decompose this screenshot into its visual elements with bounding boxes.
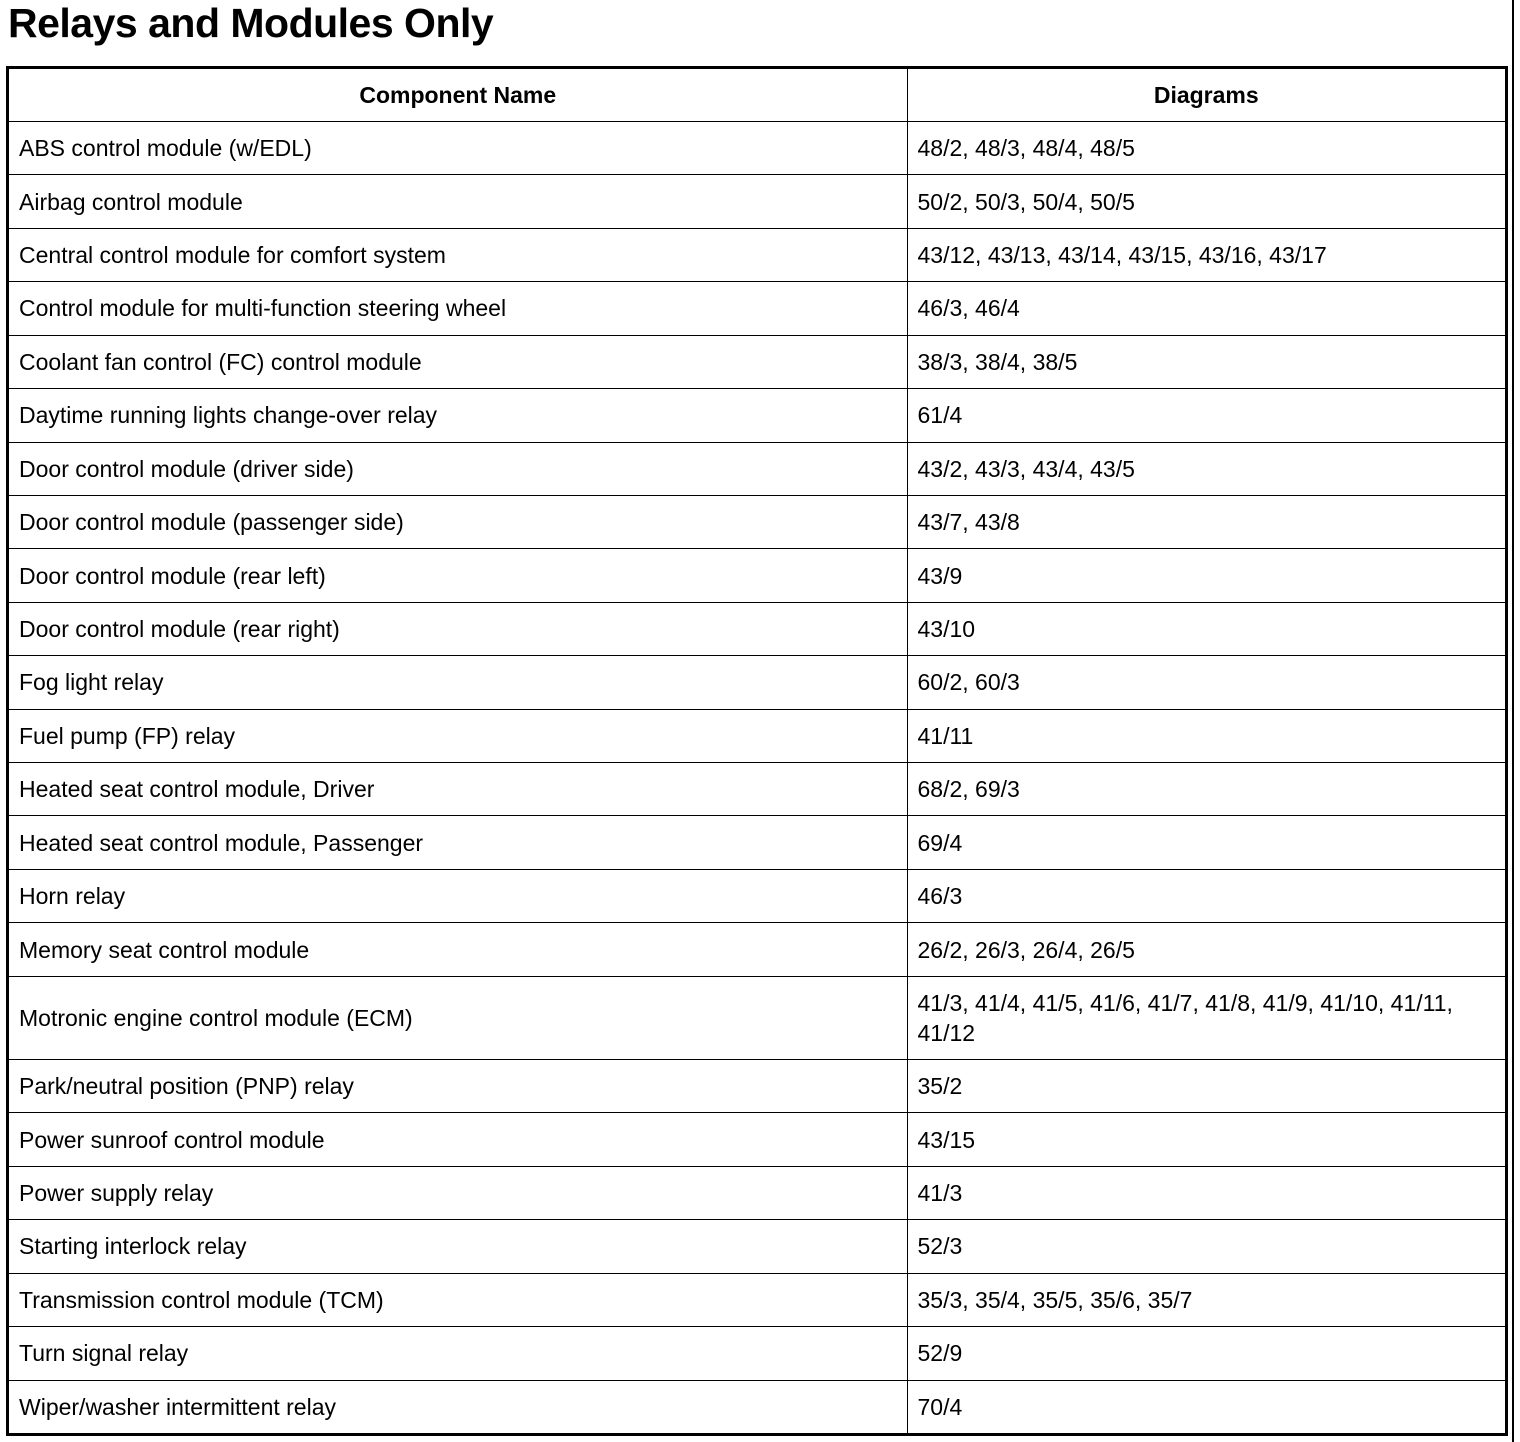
diagrams-cell: 69/4 (907, 816, 1505, 869)
diagrams-cell: 60/2, 60/3 (907, 656, 1505, 709)
diagrams-cell: 43/15 (907, 1113, 1505, 1166)
diagrams-cell: 35/3, 35/4, 35/5, 35/6, 35/7 (907, 1273, 1505, 1326)
table-row (9, 335, 1505, 388)
component-name-cell: ABS control module (w/EDL) (9, 122, 907, 175)
component-name-cell: Transmission control module (TCM) (9, 1273, 907, 1326)
diagrams-cell: 48/2, 48/3, 48/4, 48/5 (907, 122, 1505, 175)
table-row (9, 282, 1505, 335)
table-row (9, 602, 1505, 655)
diagrams-cell: 43/2, 43/3, 43/4, 43/5 (907, 442, 1505, 495)
component-name-cell: Door control module (rear right) (9, 602, 907, 655)
diagrams-cell: 70/4 (907, 1380, 1505, 1433)
diagrams-cell: 61/4 (907, 389, 1505, 442)
table-row (9, 976, 1505, 1059)
component-name-cell: Door control module (passenger side) (9, 495, 907, 548)
table-row (9, 1059, 1505, 1112)
table-row (9, 1166, 1505, 1219)
component-name-cell: Central control module for comfort system (9, 228, 907, 281)
component-name-cell: Heated seat control module, Driver (9, 763, 907, 816)
diagrams-cell: 43/10 (907, 602, 1505, 655)
component-name-cell: Control module for multi-function steering wheel (9, 282, 907, 335)
diagrams-cell: 52/3 (907, 1220, 1505, 1273)
diagrams-cell: 52/9 (907, 1327, 1505, 1380)
component-name-cell: Park/neutral position (PNP) relay (9, 1059, 907, 1112)
component-name-cell: Horn relay (9, 869, 907, 922)
component-name-cell: Fuel pump (FP) relay (9, 709, 907, 762)
component-name-cell: Starting interlock relay (9, 1220, 907, 1273)
page-edge-rule (1512, 0, 1514, 1442)
table-row (9, 1273, 1505, 1326)
table-row (9, 549, 1505, 602)
diagrams-cell: 41/3 (907, 1166, 1505, 1219)
component-name-cell: Heated seat control module, Passenger (9, 816, 907, 869)
component-name-cell: Airbag control module (9, 175, 907, 228)
table-row (9, 175, 1505, 228)
component-name-cell: Door control module (driver side) (9, 442, 907, 495)
table-row (9, 923, 1505, 976)
table-row (9, 495, 1505, 548)
component-name-cell: Power supply relay (9, 1166, 907, 1219)
table-row (9, 1220, 1505, 1273)
diagrams-cell: 43/7, 43/8 (907, 495, 1505, 548)
table-row (9, 442, 1505, 495)
table-row (9, 389, 1505, 442)
diagrams-cell: 26/2, 26/3, 26/4, 26/5 (907, 923, 1505, 976)
diagrams-cell: 35/2 (907, 1059, 1505, 1112)
column-header-diagrams: Diagrams (907, 69, 1505, 122)
diagrams-cell: 38/3, 38/4, 38/5 (907, 335, 1505, 388)
diagrams-cell: 68/2, 69/3 (907, 763, 1505, 816)
column-header-component-name: Component Name (9, 69, 907, 122)
table-row (9, 656, 1505, 709)
component-name-cell: Motronic engine control module (ECM) (9, 976, 907, 1059)
component-name-cell: Power sunroof control module (9, 1113, 907, 1166)
component-name-cell: Wiper/washer intermittent relay (9, 1380, 907, 1433)
component-name-cell: Daytime running lights change-over relay (9, 389, 907, 442)
diagrams-cell: 43/9 (907, 549, 1505, 602)
table-row (9, 1113, 1505, 1166)
diagrams-cell: 50/2, 50/3, 50/4, 50/5 (907, 175, 1505, 228)
table-row (9, 869, 1505, 922)
component-name-cell: Coolant fan control (FC) control module (9, 335, 907, 388)
diagrams-cell: 41/11 (907, 709, 1505, 762)
table-row (9, 816, 1505, 869)
diagrams-cell: 43/12, 43/13, 43/14, 43/15, 43/16, 43/17 (907, 228, 1505, 281)
relays-modules-table (6, 66, 1508, 1436)
table-header-row (9, 69, 1505, 122)
component-name-cell: Fog light relay (9, 656, 907, 709)
page-title: Relays and Modules Only (8, 0, 494, 46)
diagrams-cell: 41/3, 41/4, 41/5, 41/6, 41/7, 41/8, 41/9, 41/10, 41/11, 41/12 (907, 976, 1505, 1059)
table-row (9, 122, 1505, 175)
table-row (9, 763, 1505, 816)
table-row (9, 1327, 1505, 1380)
diagrams-cell: 46/3, 46/4 (907, 282, 1505, 335)
component-name-cell: Memory seat control module (9, 923, 907, 976)
diagrams-cell: 46/3 (907, 869, 1505, 922)
table-row (9, 228, 1505, 281)
table-row (9, 709, 1505, 762)
component-name-cell: Door control module (rear left) (9, 549, 907, 602)
table-row (9, 1380, 1505, 1433)
component-name-cell: Turn signal relay (9, 1327, 907, 1380)
